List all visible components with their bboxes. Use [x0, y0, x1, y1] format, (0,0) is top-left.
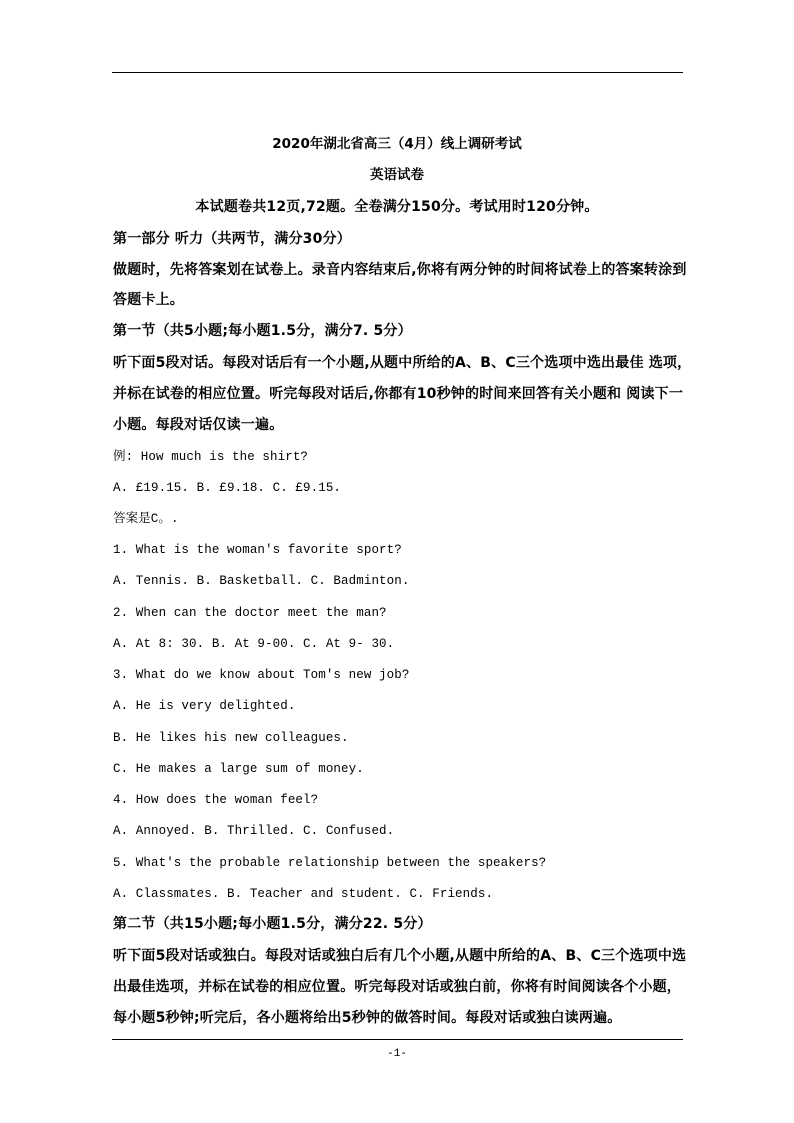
header-rule [112, 72, 683, 73]
page-number: -1- [387, 1048, 407, 1060]
example-answer: 答案是C。. [113, 512, 179, 526]
question-1-options: A. Tennis. B. Basketball. C. Badminton. [113, 574, 410, 588]
part1-note-line1: 做题时，先将答案划在试卷上。录音内容结束后,你将有两分钟的时间将试卷上的答案转涂到 [113, 262, 687, 278]
question-3: 3. What do we know about Tom's new job? [113, 668, 410, 682]
question-3-option-b: B. He likes his new colleagues. [113, 731, 349, 745]
example-options: A. £19.15. B. £9.18. C. £9.15. [113, 481, 342, 495]
section1-instruction-line1: 听下面5段对话。每段对话后有一个小题,从题中所给的A、B、C三个选项中选出最佳 选项， [113, 355, 692, 371]
example-question: 例: How much is the shirt? [113, 450, 309, 464]
question-4: 4. How does the woman feel? [113, 793, 319, 807]
exam-intro: 本试题卷共12页,72题。全卷满分150分。考试用时120分钟。 [195, 199, 599, 215]
section2-instruction-line3: 每小题5秒钟;听完后，各小题将给出5秒钟的做答时间。每段对话或独白读两遍。 [113, 1010, 622, 1026]
question-4-options: A. Annoyed. B. Thrilled. C. Confused. [113, 824, 395, 838]
section1-heading: 第一节（共5小题;每小题1.5分，满分7. 5分） [113, 323, 412, 339]
section2-instruction-line2: 出最佳选项，并标在试卷的相应位置。听完每段对话或独白前，你将有时间阅读各个小题， [113, 979, 681, 995]
section1-instruction-line3: 小题。每段对话仅读一遍。 [113, 417, 284, 433]
part1-heading: 第一部分 听力（共两节，满分30分） [113, 231, 351, 247]
question-5-options: A. Classmates. B. Teacher and student. C. Friends. [113, 887, 494, 901]
question-3-option-c: C. He makes a large sum of money. [113, 762, 364, 776]
footer-rule [112, 1039, 683, 1040]
question-2: 2. When can the doctor meet the man? [113, 606, 387, 620]
question-3-option-a: A. He is very delighted. [113, 699, 296, 713]
exam-subtitle: 英语试卷 [370, 167, 424, 183]
section1-instruction-line2: 并标在试卷的相应位置。听完每段对话后,你都有10秒钟的时间来回答有关小题和 阅读下一 [113, 386, 684, 402]
part1-note-line2: 答题卡上。 [113, 292, 184, 308]
section2-instruction-line1: 听下面5段对话或独白。每段对话或独白后有几个小题,从题中所给的A、B、C三个选项中选 [113, 948, 687, 964]
section2-heading: 第二节（共15小题;每小题1.5分，满分22. 5分） [113, 916, 432, 932]
question-5: 5. What's the probable relationship between the speakers? [113, 856, 547, 870]
exam-title: 2020年湖北省高三（4月）线上调研考试 [272, 136, 522, 152]
question-1: 1. What is the woman's favorite sport? [113, 543, 402, 557]
question-2-options: A. At 8: 30. B. At 9-00. C. At 9- 30. [113, 637, 395, 651]
